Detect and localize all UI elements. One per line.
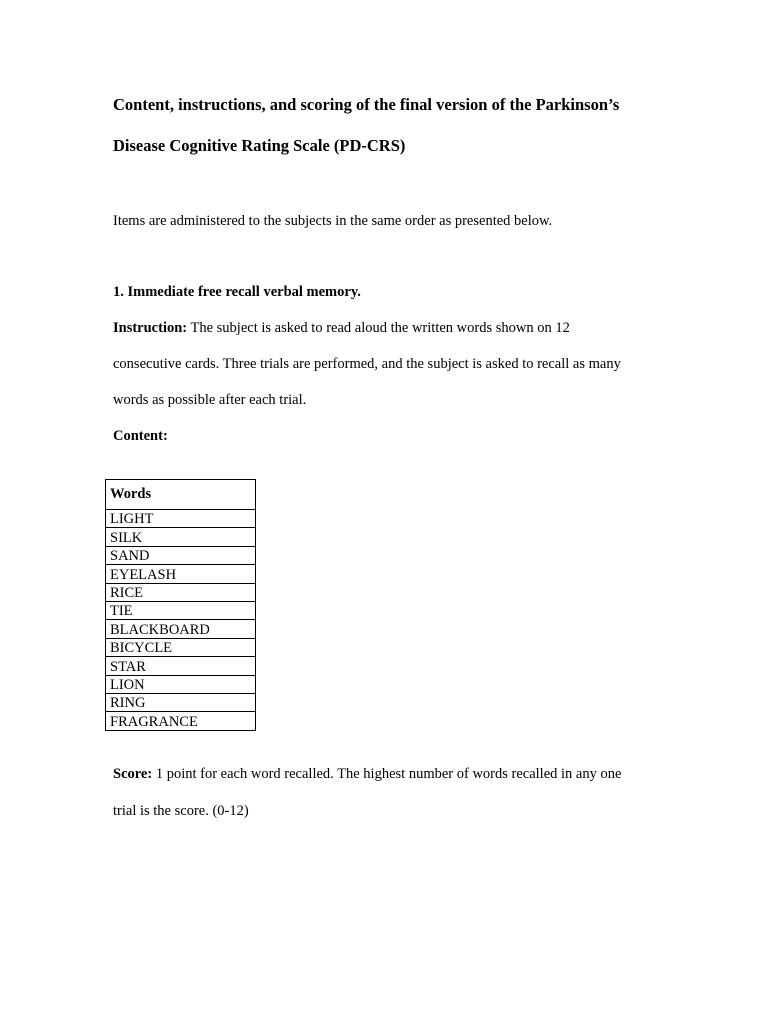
instruction-label: Instruction: [113, 320, 188, 336]
score-text-1: 1 point for each word recalled. The highest number of words recalled in any one [152, 766, 622, 782]
table-cell: TIE [106, 601, 256, 619]
words-table [105, 479, 256, 731]
table-cell: SILK [106, 528, 256, 546]
instruction-line-1 [113, 319, 570, 337]
table-row [106, 657, 256, 675]
instruction-line-2: consecutive cards. Three trials are performed, and the subject is asked to recall as many [113, 356, 621, 372]
table-row [106, 583, 256, 601]
instruction-text-1: The subject is asked to read aloud the written words shown on 12 [187, 320, 570, 336]
table-cell: STAR [106, 657, 256, 675]
table-row [106, 675, 256, 693]
content-label: Content: [113, 428, 168, 444]
table-row [106, 565, 256, 583]
section-heading: 1. Immediate free recall verbal memory. [113, 284, 361, 300]
table-cell: SAND [106, 546, 256, 564]
table-header-words: Words [106, 480, 256, 510]
table-cell: BLACKBOARD [106, 620, 256, 638]
table-cell: BICYCLE [106, 638, 256, 656]
instruction-line-3: words as possible after each trial. [113, 392, 307, 408]
document-title-line-1: Content, instructions, and scoring of the final version of the Parkinson’s [113, 95, 620, 114]
table-row [106, 528, 256, 546]
score-line-1 [113, 765, 621, 783]
table-row [106, 546, 256, 564]
table-row [106, 712, 256, 730]
table-cell: RING [106, 693, 256, 711]
document-title-line-2: Disease Cognitive Rating Scale (PD-CRS) [113, 136, 406, 155]
table-cell: LIGHT [106, 510, 256, 528]
intro-paragraph: Items are administered to the subjects in the same order as presented below. [113, 213, 553, 229]
table-row [106, 510, 256, 528]
table-cell: FRAGRANCE [106, 712, 256, 730]
table-header-row [106, 480, 256, 510]
table-row [106, 693, 256, 711]
table-row [106, 638, 256, 656]
table-cell: EYELASH [106, 565, 256, 583]
table-row [106, 601, 256, 619]
score-line-2: trial is the score. (0-12) [113, 803, 249, 819]
score-label: Score: [113, 766, 153, 782]
table-cell: LION [106, 675, 256, 693]
table-cell: RICE [106, 583, 256, 601]
table-row [106, 620, 256, 638]
